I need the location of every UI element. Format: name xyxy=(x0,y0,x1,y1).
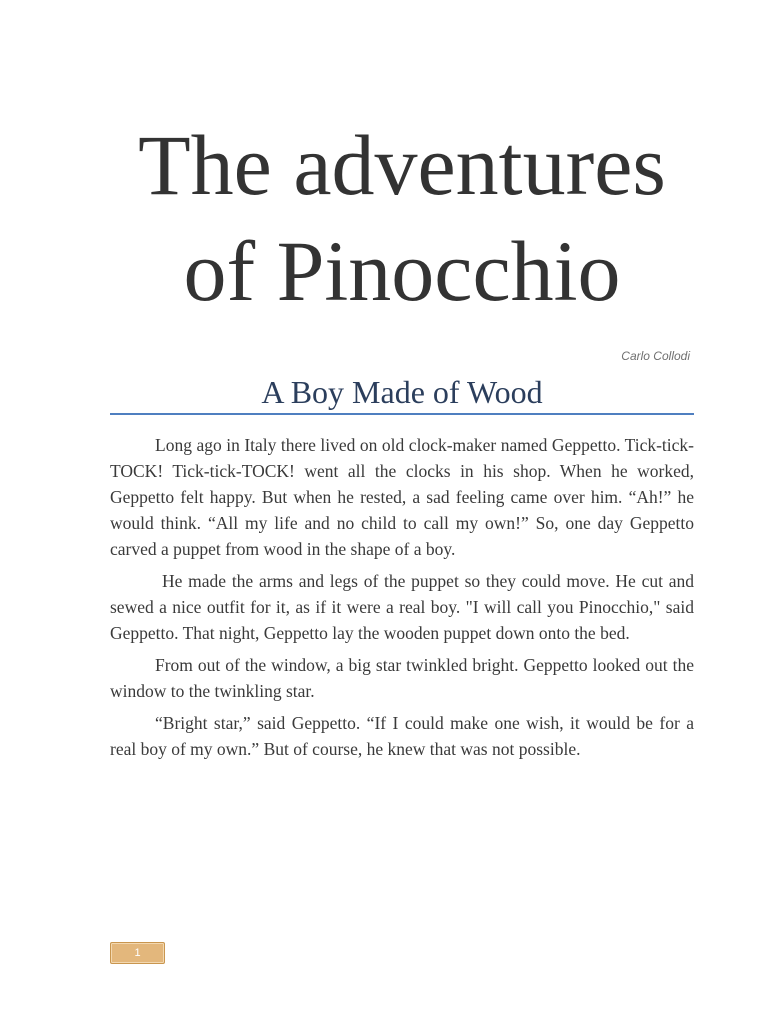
page-number-badge: 1 xyxy=(110,942,165,964)
book-title-line-2: of Pinocchio xyxy=(183,223,621,319)
book-title-line-1: The adventures xyxy=(138,117,666,213)
book-title xyxy=(60,112,744,324)
author-name: Carlo Collodi xyxy=(621,349,690,363)
paragraph-2: He made the arms and legs of the puppet so they could move. He cut and sewed a nice outfit for it, as if it were a real boy. "I will call you Pinocchio," said Geppetto. That night, Geppetto lay the wooden puppet down onto the bed. xyxy=(110,571,694,643)
paragraph-3: From out of the window, a big star twinkled bright. Geppetto looked out the window to the twinkling star. xyxy=(110,655,694,701)
story-body xyxy=(110,432,694,768)
heading-underline xyxy=(110,413,694,415)
chapter-heading: A Boy Made of Wood xyxy=(261,374,543,410)
paragraph-4: “Bright star,” said Geppetto. “If I could make one wish, it would be for a real boy of my own.” But of course, he knew that was not possible. xyxy=(110,713,694,759)
paragraph-1: Long ago in Italy there lived on old clock-maker named Geppetto. Tick-tick-TOCK! Tick-tick-TOCK! went all the clocks in his shop. When he worked, Geppetto felt happy. But when he rested, a sad feeling came over him. “Ah!” he would think. “All my life and no child to call my own!” So, one day Geppetto carved a puppet from wood in the shape of a boy. xyxy=(110,435,694,559)
